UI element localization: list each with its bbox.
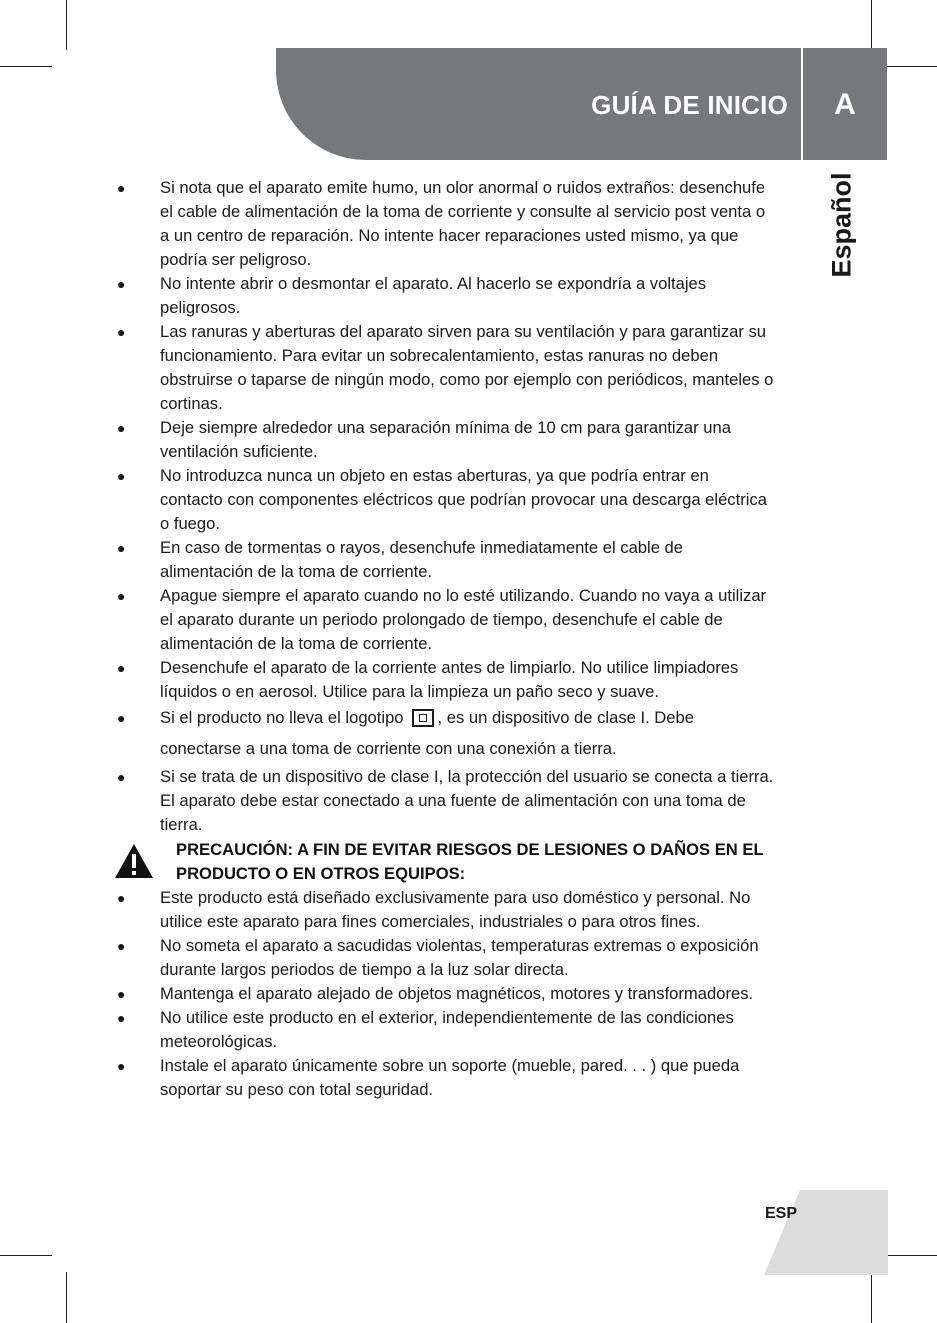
language-label: Español <box>826 172 857 278</box>
list-item-line <box>160 706 826 730</box>
list-item <box>160 536 826 584</box>
list-item-line: obstruirse o taparse de ningún modo, como por ejemplo con periódicos, manteles o <box>160 370 774 389</box>
list-item-line: Mantenga el aparato alejado de objetos magnéticos, motores y transformadores. <box>160 984 754 1003</box>
list-item <box>160 272 826 320</box>
bullet: ● <box>117 1010 126 1026</box>
list-item-line: Deje siempre alrededor una separación mínima de 10 cm para garantizar una <box>160 418 731 437</box>
list-item <box>160 416 826 464</box>
bullet: ● <box>117 420 126 436</box>
bullet: ● <box>117 710 126 726</box>
caution-line: PRODUCTO O EN OTROS EQUIPOS: <box>176 864 466 883</box>
list-item <box>160 765 826 837</box>
list-item <box>160 464 826 536</box>
list-item <box>160 1006 826 1054</box>
list-item <box>160 1054 826 1102</box>
list-item <box>160 656 826 704</box>
list-item-line: el cable de alimentación de la toma de corriente y consulte al servicio post venta o <box>160 202 766 221</box>
section-letter: A <box>834 88 856 121</box>
class-ii-logo-icon <box>412 709 434 727</box>
bullet: ● <box>117 276 126 292</box>
list-item-line: contacto con componentes eléctricos que podrían provocar una descarga eléctrica <box>160 490 767 509</box>
bullet: ● <box>117 468 126 484</box>
caution-heading <box>176 838 856 886</box>
crop-mark <box>66 0 67 50</box>
bullet: ● <box>117 986 126 1002</box>
list-item-line: el aparato durante un periodo prolongado de tiempo, desenchufe el cable de <box>160 610 723 629</box>
list-item-line: No someta el aparato a sacudidas violentas, temperaturas extremas o exposición <box>160 936 759 955</box>
bullet: ● <box>117 660 126 676</box>
list-item-line: funcionamiento. Para evitar un sobrecalentamiento, estas ranuras no deben <box>160 346 719 365</box>
list-item-line: alimentación de la toma de corriente. <box>160 634 433 653</box>
text-after-logo: , es un dispositivo de clase I. Debe <box>437 708 694 727</box>
list-item-line: Si se trata de un dispositivo de clase I, la protección del usuario se conecta a tierra. <box>160 767 774 786</box>
footer-language-code: ESP <box>764 1205 797 1222</box>
footer-tab <box>760 1190 890 1275</box>
caution-line: PRECAUCIÓN: A FIN DE EVITAR RIESGOS DE LESIONES O DAÑOS EN EL <box>176 840 764 859</box>
list-item-line: Si nota que el aparato emite humo, un olor anormal o ruidos extraños: desenchufe <box>160 178 766 197</box>
list-item <box>160 886 826 934</box>
list-item-line: Este producto está diseñado exclusivamente para uso doméstico y personal. No <box>160 888 751 907</box>
list-item-line: durante largos periodos de tiempo a la luz solar directa. <box>160 960 569 979</box>
list-item-line: Instale el aparato únicamente sobre un soporte (mueble, pared. . . ) que pueda <box>160 1056 740 1075</box>
bullet: ● <box>117 938 126 954</box>
list-item-line: El aparato debe estar conectado a una fuente de alimentación con una toma de <box>160 791 746 810</box>
bullet: ● <box>117 540 126 556</box>
list-item-line: utilice este aparato para fines comerciales, industriales o para otros fines. <box>160 912 701 931</box>
list-item-line: Desenchufe el aparato de la corriente antes de limpiarlo. No utilice limpiadores <box>160 658 739 677</box>
bullet: ● <box>117 324 126 340</box>
list-item-line: o fuego. <box>160 514 220 533</box>
list-item-line: Las ranuras y aberturas del aparato sirven para su ventilación y para garantizar su <box>160 322 767 341</box>
list-item <box>160 706 826 730</box>
warning-icon <box>113 842 155 880</box>
list-item-line: En caso de tormentas o rayos, desenchufe inmediatamente el cable de <box>160 538 684 557</box>
list-item-line: podría ser peligroso. <box>160 250 312 269</box>
list-item <box>160 982 826 1006</box>
text-before-logo: Si el producto no lleva el logotipo <box>160 708 404 727</box>
list-item <box>160 176 826 272</box>
bullet: ● <box>117 180 126 196</box>
crop-mark <box>885 66 937 67</box>
crop-mark <box>0 66 52 67</box>
list-item-line: conectarse a una toma de corriente con una conexión a tierra. <box>160 739 617 758</box>
list-item-line: ventilación suficiente. <box>160 442 318 461</box>
list-item <box>160 934 826 982</box>
bullet: ● <box>117 588 126 604</box>
list-item-line: No utilice este producto en el exterior, independientemente de las condiciones <box>160 1008 734 1027</box>
list-item-line: Apague siempre el aparato cuando no lo esté utilizando. Cuando no vaya a utilizar <box>160 586 767 605</box>
list-item <box>160 584 826 656</box>
page-title: GUÍA DE INICIO <box>591 90 788 120</box>
crop-mark <box>0 1255 52 1256</box>
bullet: ● <box>117 769 126 785</box>
crop-mark <box>66 1272 67 1323</box>
list-item-continued <box>160 737 826 761</box>
list-item-line: líquidos o en aerosol. Utilice para la limpieza un paño seco y suave. <box>160 682 660 701</box>
list-item <box>160 320 826 416</box>
list-item-line: tierra. <box>160 815 203 834</box>
bullet: ● <box>117 1058 126 1074</box>
list-item-line: No introduzca nunca un objeto en estas aberturas, ya que podría entrar en <box>160 466 709 485</box>
list-item-line: meteorológicas. <box>160 1032 278 1051</box>
list-item-line: cortinas. <box>160 394 223 413</box>
list-item-line: peligrosos. <box>160 298 241 317</box>
list-item-line: alimentación de la toma de corriente. <box>160 562 433 581</box>
bullet: ● <box>117 890 126 906</box>
list-item-line: soportar su peso con total seguridad. <box>160 1080 434 1099</box>
list-item-line: No intente abrir o desmontar el aparato. Al hacerlo se expondría a voltajes <box>160 274 707 293</box>
crop-mark <box>885 1255 937 1256</box>
list-item-line: a un centro de reparación. No intente hacer reparaciones usted mismo, ya que <box>160 226 739 245</box>
crop-mark <box>871 1272 872 1323</box>
crop-mark <box>871 0 872 50</box>
